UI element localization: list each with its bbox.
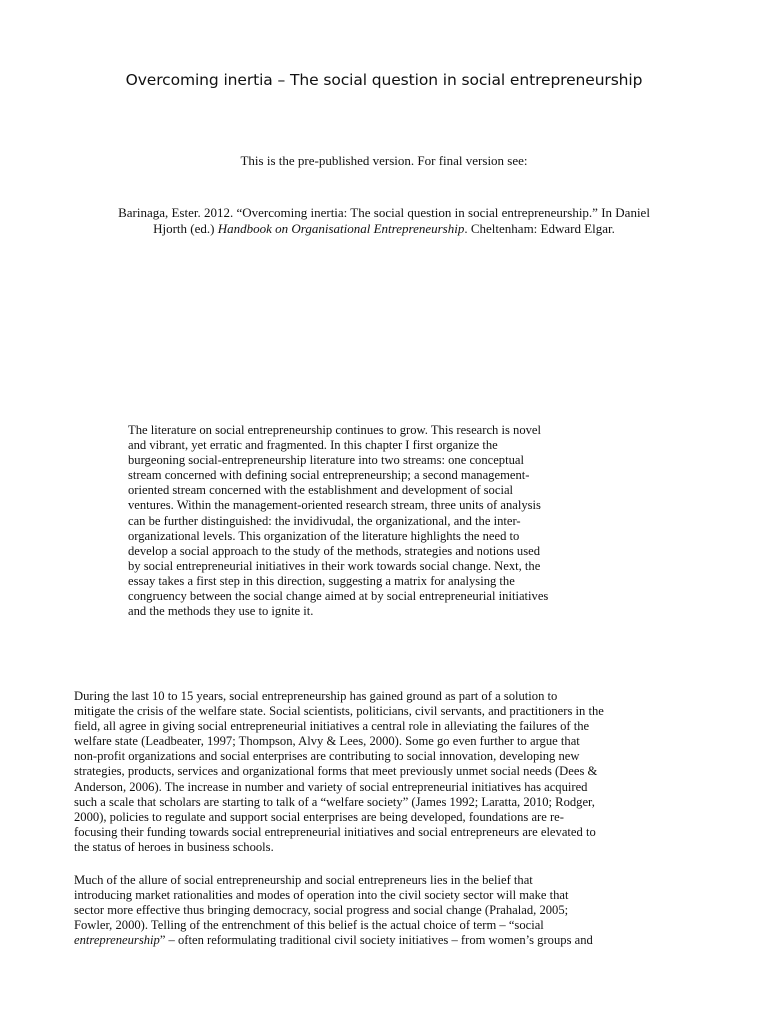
paragraph-1-line: 2000), policies to regulate and support social enterprises are being developed, foundations are re- bbox=[74, 809, 564, 824]
abstract-line: and vibrant, yet erratic and fragmented. In this chapter I first organize the bbox=[128, 438, 498, 453]
abstract-line: by social entrepreneurial initiatives in their work towards social change. Next, the bbox=[128, 558, 541, 573]
abstract-line: congruency between the social change aimed at by social entrepreneurial initiatives bbox=[128, 589, 549, 604]
citation-line-2 bbox=[70, 221, 698, 237]
abstract-line: organizational levels. This organization of the literature highlights the need to bbox=[128, 528, 520, 543]
abstract bbox=[128, 423, 628, 619]
abstract-line: essay takes a first step in this direction, suggesting a matrix for analysing the bbox=[128, 573, 515, 588]
citation-editor: Hjorth (ed.) bbox=[153, 221, 218, 236]
abstract-line: ventures. Within the management-oriented research stream, three units of analysis bbox=[128, 498, 541, 513]
paragraph-1-line: the status of heroes in business schools. bbox=[74, 839, 274, 854]
citation-book-title: Handbook on Organisational Entrepreneurship bbox=[217, 221, 465, 236]
paragraph-1-line: such a scale that scholars are starting to talk of a “welfare society” (James 1992; Laratta, 2010; Rodger, bbox=[74, 794, 595, 809]
body-paragraph-2 bbox=[74, 873, 702, 948]
abstract-line: develop a social approach to the study of the methods, strategies and notions used bbox=[128, 543, 540, 558]
abstract-line: can be further distinguished: the invidivudal, the organizational, and the inter- bbox=[128, 513, 521, 528]
last-line-rest: ” – often reformulating traditional civil society initiatives – from women’s groups and bbox=[159, 933, 593, 948]
paragraph-1-line: strategies, products, services and organizational forms that meet previously unmet social needs (Dees & bbox=[74, 764, 598, 779]
abstract-line: and the methods they use to ignite it. bbox=[128, 604, 314, 619]
paragraph-2-line: Much of the allure of social entrepreneurship and social entrepreneurs lies in the belief that bbox=[74, 873, 533, 887]
abstract-line: burgeoning social-entrepreneurship literature into two streams: one conceptual bbox=[128, 453, 524, 468]
paragraph-2-line: sector more effective thus bringing democracy, social progress and social change (Prahalad, 2005; bbox=[74, 903, 569, 918]
citation bbox=[70, 205, 698, 237]
paragraph-1-line: focusing their funding towards social entrepreneurial initiatives and social entrepreneurs are elevated to bbox=[74, 824, 596, 839]
document-title: Overcoming inertia – The social question in social entrepreneurship bbox=[125, 71, 643, 89]
citation-line-1: Barinaga, Ester. 2012. “Overcoming inertia: The social question in social entrepreneurship.” In Daniel bbox=[118, 205, 650, 220]
paragraph-1-line: welfare state (Leadbeater, 1997; Thompson, Alvy & Lees, 2000). Some go even further to argue that bbox=[74, 734, 580, 749]
body-paragraph-1 bbox=[74, 689, 702, 855]
paragraph-2-line: Fowler, 2000). Telling of the entrenchment of this belief is the actual choice of term – “social bbox=[74, 918, 544, 933]
abstract-line: stream concerned with defining social entrepreneurship; a second management- bbox=[128, 468, 530, 483]
body-paragraph-2-last-line bbox=[74, 933, 702, 948]
abstract-line: The literature on social entrepreneurship continues to grow. This research is novel bbox=[128, 423, 542, 437]
citation-publisher: . Cheltenham: Edward Elgar. bbox=[464, 221, 615, 236]
paragraph-2-line: introducing market rationalities and modes of operation into the civil society sector will make that bbox=[74, 888, 569, 903]
abstract-line: oriented stream concerned with the establishment and development of social bbox=[128, 483, 514, 498]
emphasized-term: entrepreneurship bbox=[74, 933, 160, 948]
paragraph-1-line: Anderson, 2006). The increase in number and variety of social entrepreneurial initiatives has acquired bbox=[74, 779, 588, 794]
body-paragraph-2-lines bbox=[74, 873, 702, 933]
paragraph-1-line: During the last 10 to 15 years, social entrepreneurship has gained ground as part of a solution to bbox=[74, 689, 558, 703]
paragraph-1-line: mitigate the crisis of the welfare state. Social scientists, politicians, civil servants, and practitioners in the bbox=[74, 704, 604, 719]
prepublished-note: This is the pre-published version. For final version see: bbox=[240, 153, 528, 168]
paragraph-1-line: non-profit organizations and social enterprises are contributing to social innovation, developing new bbox=[74, 749, 580, 764]
paragraph-1-line: field, all agree in giving social entrepreneurial initiatives a central role in alleviating the failures of the bbox=[74, 719, 590, 734]
